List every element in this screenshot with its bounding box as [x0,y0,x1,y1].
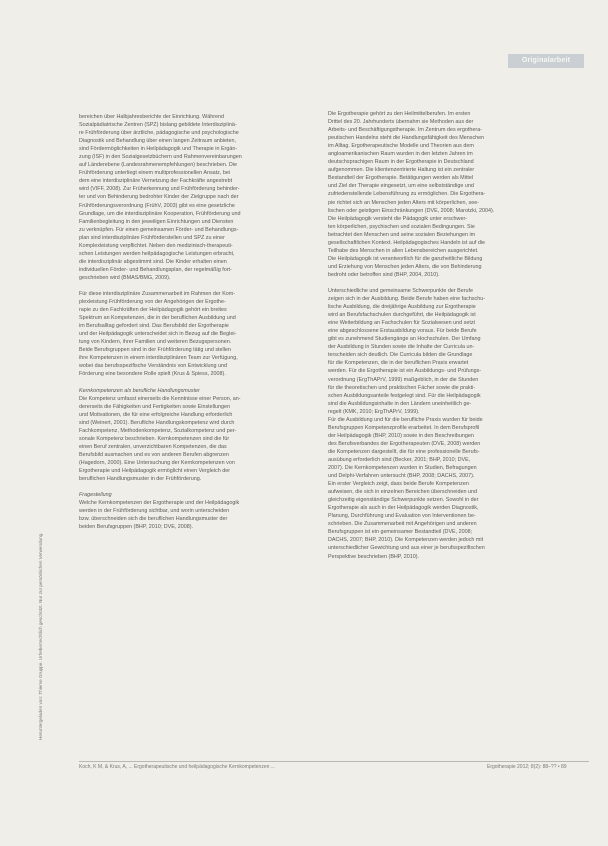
text-line: plan sind interdisziplinäre Frühförderstellen und SPZ zu einer [79,234,225,241]
text-line: Förderung eine besondere Rolle spielt (Krus & Spiess, 2008). [79,371,226,378]
text-line: Für die Ausbildung und für die berufliche Praxis wurden für beide [328,416,483,423]
text-line: lische Ausbildung, die dreijährige Ausbildung zur Ergotherapie [328,304,476,311]
text-line: Berufsgruppen ist ein gemeinsamer Bestandteil (DVE, 2008; [328,529,473,536]
text-line: Arbeits- und Beschäftigungstherapie. Im Zentrum des ergothera- [328,127,483,134]
text-line: des Berufsverbandes der Ergotherapeuten (DVE, 2008) werden [328,440,481,447]
text-line: lischen oder geistigen Einschränkungen (DVE, 2008; Marotzki, 2004). [328,207,495,214]
text-line: Komplexleistung verpflichtet. Neben den medizinisch-therapeuti- [79,242,233,249]
text-line: Bestandteil der Ergotherapie. Betätigungen werden als Mittel [328,175,474,182]
text-line: eine abgeschlossene Erstausbildung voraus. Für beide Berufe [328,328,477,335]
text-line: ihre Kompetenzen in einem interdisziplinären Team zur Verfügung, [79,355,238,362]
text-line: der Heilpädagogik (BHP, 2010) sowie in den Beschreibungen [328,432,474,439]
text-line: re Frühförderung über ärztliche, pädagogische und psychologische [79,130,239,137]
text-line: aufweisen, die sich in einzelnen Bereichen überschneiden und [328,489,477,496]
text-line: angloamerikanischen Raum wurden in den letzten Jahren im [328,151,473,158]
text-line: Kernkompetenzen als berufliche Handlungsmuster [79,387,200,394]
text-line: wird an Berufsfachschulen durchgeführt, die Heilpädagogik ist [328,312,476,319]
text-line: individuellen Förder- und Behandlungsplan, der regelmäßig fort- [79,266,232,273]
text-line: Perspektive beschrieben (BHP, 2010). [328,553,419,560]
text-line: Frühförderung unterliegt einem multiprofessionellen Ansatz, bei [79,170,231,177]
text-line: im Alltag. Ergotherapeutische Modelle und Theorien aus dem [328,143,474,150]
text-line: zu verknüpfen. Für einen gemeinsamen Förder- und Behandlungs- [79,226,239,233]
text-line: werden in der Frühförderung sichtbar, und worin unterscheiden [79,508,230,515]
text-line: Diagnostik und Behandlung über einen langen Zeitraum anbieten, [79,138,237,145]
text-line: schen Ausbildungsanteile festgelegt sind. Für die Heilpädagogik [328,392,481,399]
text-line: rapie zu den Fachkräften der Heilpädagogik gehört ein breites [79,307,227,314]
text-line: Grundlage, um die interdisziplinäre Kooperation, Frühförderung und [79,210,241,217]
text-line: peutischen Handelns steht die Handlungsfähigkeit des Menschen [328,135,485,142]
text-line: für die Kompetenzen, die in der beruflichen Praxis erwartet [328,360,469,367]
text-line: Die Ergotherapie gehört zu den Heilmittelberufen. Im ersten [328,111,471,117]
text-line: gibt es zunehmend Studiengänge an Hochschulen. Der Umfang [328,336,481,343]
text-line: auf Länderebene (Landesrahmenempfehlungen) beschrieben. Die [79,162,237,169]
text-line: verordnung (ErgThAPrV, 1999) maßgeblich, in der die Stunden [328,376,479,383]
text-line: pie richtet sich an Menschen jeden Alters mit körperlichen, see- [328,199,480,206]
text-line: dererseits die Fähigkeiten und Fertigkeiten sowie Einstellungen [79,403,231,410]
text-line: Planung, Durchführung und Evaluation von Interventionen be- [328,513,476,520]
text-line: Drittel des 20. Jahrhunderts übernahm sie Methoden aus der [328,119,474,126]
text-line: betrachtet den Menschen und seine sozialen Beziehungen im [328,231,476,238]
text-line: Ein erster Vergleich zeigt, dass beide Berufe Kompetenzen [328,481,469,488]
text-line: Ergotherapie und Heilpädagogik ermöglicht einen Vergleich der [79,467,231,474]
text-line: und Ziel der Therapie eingesetzt, um eine selbstständige und [328,183,474,190]
text-line: zung (ISF) in den Sozialgesetzbüchern und Rahmenvereinbarungen [79,154,242,161]
text-line: bereichen über Halbjahresberichte der Einrichtung. Während [79,114,225,120]
text-line: beiden Berufsgruppen (BHP, 2010; DVE, 2008). [79,524,194,531]
text-line: sonale Kompetenz beschrieben. Kernkompetenzen sind die für [79,435,230,442]
text-line: die interdisziplinär abgestimmt sind. Die Kinder erhalten einen [79,258,227,265]
text-line: Die Heilpädagogik versteht die Pädagogik unter erschwer- [328,215,468,222]
text-line: Berufsgruppen Kompetenzprofile erarbeitet. In dem Berufsprofil [328,424,480,431]
text-line: Spektrum an Kompetenzen, die in der beruflichen Ausbildung und [79,315,236,322]
text-line: ausübung erforderlich sind (Becker, 2001; BHP, 2010; DVE, [328,456,471,463]
text-line: aufgenommen. Die klientenzentrierte Haltung ist ein zentraler [328,167,475,174]
text-line: dem eine interdisziplinäre Vernetzung der Fachkräfte angestrebt [79,178,233,185]
text-line: Sozialpädiatrische Zentren (SPZ) bislang gebildete Interdisziplinä- [79,122,237,129]
text-line: Beide Berufsgruppen sind in der Frühförderung tätig und stellen [79,347,231,354]
text-line: für die theoretischen und praktischen Fächer sowie die prakti- [328,384,476,391]
text-line: Familienbegleitung in den jeweiligen Einrichtungen und Diensten [79,218,234,225]
text-line: Ergotherapie als auch in der Heilpädagogik werden Diagnostik, [328,505,479,512]
text-line: sind die Ausbildungsinhalte in den Ländern uneinheitlich ge- [328,400,472,407]
text-line: unterschiedlicher Gewichtung und aus einer je berufsspezifischen [328,545,485,552]
text-line: Welche Kernkompetenzen der Ergotherapie und der Heilpädagogik [79,500,240,507]
text-line: (Hagedorn, 2000). Eine Untersuchung der Kernkompetenzen von [79,459,235,466]
text-line: und Motivationen, die für eine erfolgreiche Handlung erforderlich [79,411,233,418]
text-line: werden. Für die Ergotherapie ist ein Ausbildungs- und Prüfungs- [328,368,482,375]
text-line: der Ausbildung in Stunden sowie die Inhalte der Curricula un- [328,344,475,351]
text-line: schrieben. Die Zusammenarbeit mit Angehörigen und anderen [328,521,477,528]
text-line: Fachkompetenz, Methodenkompetenz, Sozialkompetenz und per- [79,427,237,434]
text-line: schen Leistungen werden heilpädagogische Leistungen erbracht, [79,250,235,257]
footer-rule [79,761,589,762]
side-note: Heruntergeladen von: Thieme Gruppe. Urheberrechtlich geschützt. Nur zur persönlichen Verwendung. [38,532,43,740]
paragraph-gap [79,282,295,290]
footer-citation: Koch, K M, & Krus, A, ... Ergotherapeutische und heilpädagogische Kernkompetenzen ... [79,764,275,770]
text-line: Unterschiedliche und gemeinsame Schwerpunkte der Berufe [328,287,474,294]
footer-journal: Ergotherapie 2012; 8(2): 88–?? • 89 [487,764,567,770]
text-line: einen Beruf zentralen, unverzichtbaren Kompetenzen, die das [79,443,227,450]
left-text-column [79,113,295,769]
text-line: beruflichen Handlungsmuster in der Frühförderung. [79,476,202,483]
text-line: und der Heilpädagogik unterscheidet sich in Bezug auf die Beglei- [79,331,237,338]
text-line: Frühförderungsverordnung (FrühV, 2003) gibt es eine gesetzliche [79,202,235,209]
text-line: deutschsprachigen Raum in der Ergotherapie in Deutschland [328,159,474,166]
text-line: wobei das berufsspezifische Verständnis von Entwicklung und [79,363,228,370]
text-line: die Kompetenzen dargestellt, die für eine professionelle Berufs- [328,448,480,455]
text-line: gleichzeitig eigenständige Schwerpunkte setzen. Sowohl in der [328,497,479,504]
text-line: wird (VIFF, 2008). Zur Früherkennung und Frühförderung behinder- [79,186,240,193]
text-line: gesellschaftlichen Kontext. Heilpädagogisches Handeln ist auf die [328,239,486,246]
text-line: zeigen sich in der Ausbildung. Beide Berufe haben eine fachschu- [328,296,486,303]
text-line: bedroht oder betroffen sind (BHP, 2004, 2010). [328,271,440,278]
text-line: Für diese interdisziplinäre Zusammenarbeit im Rahmen der Kom- [79,290,236,297]
text-line: Fragestellung [79,492,112,499]
paragraph-gap [79,483,295,491]
text-line: terscheiden sich deutlich. Die Curricula bilden die Grundlage [328,352,473,359]
text-line: Berufsbild ausmachen und es von anderen Berufen abgrenzen [79,451,229,458]
text-line: zufriedenstellende Lebensführung zu ermöglichen. Die Ergothera- [328,191,486,198]
text-line: und Erziehung von Menschen jeden Alters, die von Behinderung [328,263,482,270]
text-line: 2007). Die Kernkompetenzen wurden in Studien, Befragungen [328,465,477,472]
text-line: ten körperlichen, psychischen und sozialen Bedingungen. Sie [328,223,475,230]
text-line: DACHS, 2007; BHP, 2010). Die Kompetenzen werden jedoch mit [328,537,484,544]
text-line: Die Heilpädagogik ist verantwortlich für die ganzheitliche Bildung [328,255,483,262]
text-line: Die Kompetenz umfasst einerseits die Kenntnisse einer Person, an- [79,395,241,402]
text-line: sind (Weinert, 2001). Berufliche Handlungskompetenz wird durch [79,419,235,426]
text-line: tung von Kindern, ihrer Familien und weiteren Bezugspersonen. [79,339,232,346]
text-line: Teilhabe des Menschen in allen Lebensbereichen ausgerichtet. [328,247,479,254]
text-line: bzw. überschneiden sich die beruflichen Handlungsmuster der [79,516,228,523]
text-line: und Delphi-Verfahren untersucht (BHP, 2008; DACHS, 2007). [328,473,475,480]
text-line: ter und von Behinderung bedrohter Kinder der Zielgruppe nach der [79,194,239,201]
text-line: eine Weiterbildung an Fachschulen für Sozialwesen und setzt [328,320,476,327]
section-label: Originalarbeit [508,54,584,68]
text-line: regelt (KMK, 2010; ErgThAPrV, 1999). [328,408,420,415]
text-line: im Berufsalltag gefordert sind. Das Berufsbild der Ergotherapie [79,323,229,330]
text-line: plexleistung Frühförderung von der Angehörigen der Ergothe- [79,299,226,306]
right-text-column [328,110,544,766]
text-line: geschrieben wird (BMAS/BMG, 2009). [79,274,171,281]
paragraph-gap [328,279,544,287]
text-line: sind Fördermöglichkeiten in Heilpädagogik und Therapie in Ergän- [79,146,238,153]
paragraph-gap [79,379,295,387]
